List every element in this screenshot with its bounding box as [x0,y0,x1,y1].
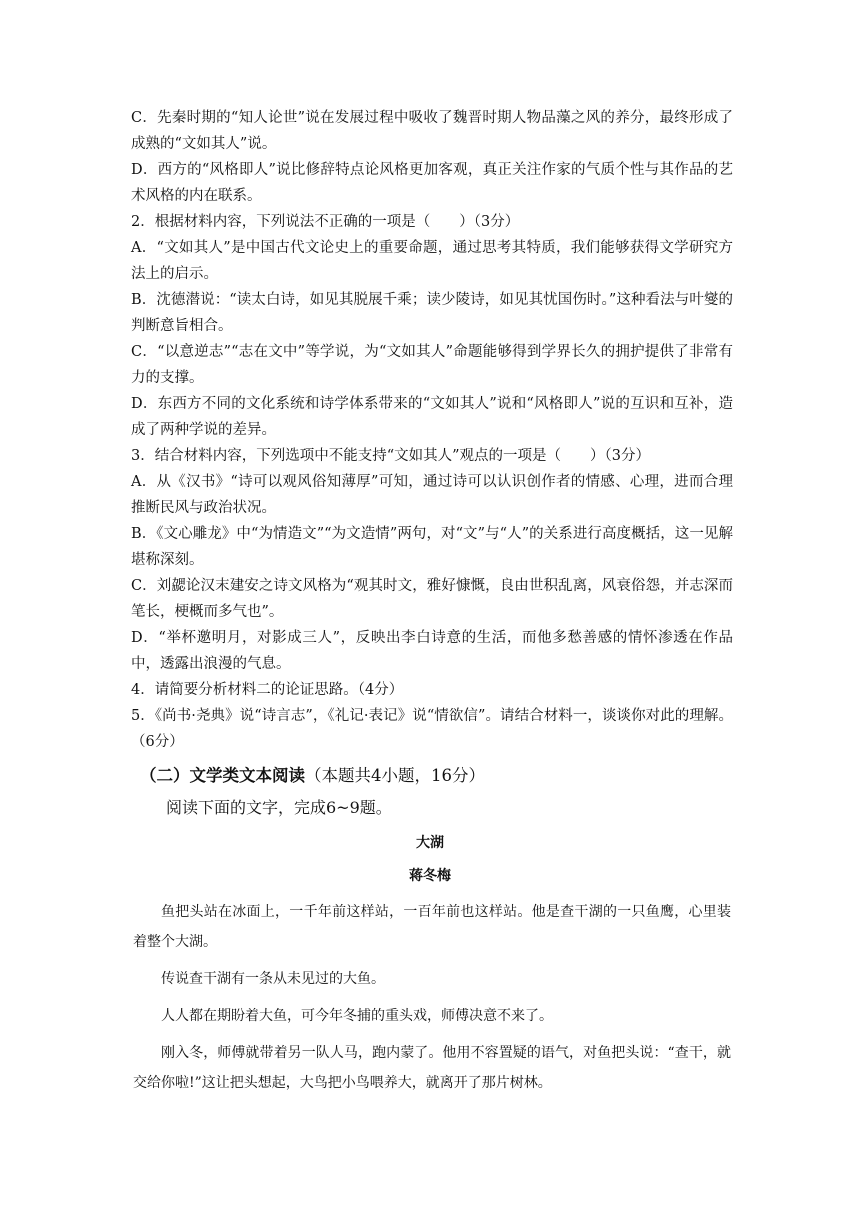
section-heading [140,762,485,786]
question-2: 2．根据材料内容，下列说法不正确的一项是（ ）（3分） [131,214,520,230]
reading-instruction: 阅读下面的文字，完成6~9题。 [166,798,392,817]
option-d-q2: D．东西方不同的文化系统和诗学体系带来的“文如其人”说和“风格即人”说的互识和互补，造成了两种学说的差异。 [131,396,733,438]
section-heading-title: （二）文学类文本阅读 [140,766,305,785]
story-paragraph: 刚入冬，师傅就带着另一队人马，跑内蒙了。他用不容置疑的语气，对鱼把头说：“查干，就交给你啦!”这让把头想起，大鸟把小鸟喂养大，就离开了那片树林。 [133,1045,731,1091]
section-heading-note: （本题共4小题，16分） [305,766,485,785]
story-paragraph: 鱼把头站在冰面上，一千年前这样站，一百年前也这样站。他是查干湖的一只鱼鹰，心里装着整个大湖。 [133,904,731,950]
questions-section [131,105,733,755]
story-paragraph: 传说查干湖有一条从未见过的大鱼。 [161,971,385,987]
story-title: 大湖 [416,835,444,851]
option-d-q1: D．西方的“风格即人”说比修辞特点论风格更加客观，真正关注作家的气质个性与其作品的艺术风格的内在联系。 [131,162,733,204]
option-a-q3: A．从《汉书》“诗可以观风俗知薄厚”可知，通过诗可以认识创作者的情感、心理，进而合理推断民风与政治状况。 [131,474,733,516]
question-4: 4．请简要分析材料二的论证思路。（4分） [131,682,404,698]
option-c-q1: C．先秦时期的“知人论世”说在发展过程中吸收了魏晋时期人物品藻之风的养分，最终形成了成熟的“文如其人”说。 [131,110,733,152]
option-d-q3: D．“举杯邀明月，对影成三人”，反映出李白诗意的生活，而他多愁善感的情怀渗透在作品中，透露出浪漫的气息。 [131,630,733,672]
option-b-q3: B．《文心雕龙》中“为情造文”“为文造情”两句，对“文”与“人”的关系进行高度概括，这一见解堪称深刻。 [131,526,733,568]
story-text [133,897,731,1098]
story-paragraph: 人人都在期盼着大鱼，可今年冬捕的重头戏，师傅决意不来了。 [161,1008,553,1024]
option-b-q2: B．沈德潜说：“读太白诗，如见其脱展千乘；读少陵诗，如见其忧国伤时。”这种看法与叶燮的判断意旨相合。 [131,292,733,334]
option-c-q3: C．刘勰论汉末建安之诗文风格为“观其时文，雅好慷慨，良由世积乱离，风衰俗怨，并志深而笔长，梗概而多气也”。 [131,578,733,620]
question-3: 3．结合材料内容，下列选项中不能支持“文如其人”观点的一项是（ ）（3分） [131,448,651,464]
option-a-q2: A．“文如其人”是中国古代文论史上的重要命题，通过思考其特质，我们能够获得文学研究方法上的启示。 [131,240,733,282]
question-5: 5．《尚书·尧典》说“诗言志”，《礼记·表记》说“情欲信”。请结合材料一，谈谈你对此的理解。（6分） [131,708,733,750]
story-author: 蒋冬梅 [409,868,451,884]
option-c-q2: C．“以意逆志”“志在文中”等学说，为“文如其人”命题能够得到学界长久的拥护提供了非常有力的支撑。 [131,344,733,386]
